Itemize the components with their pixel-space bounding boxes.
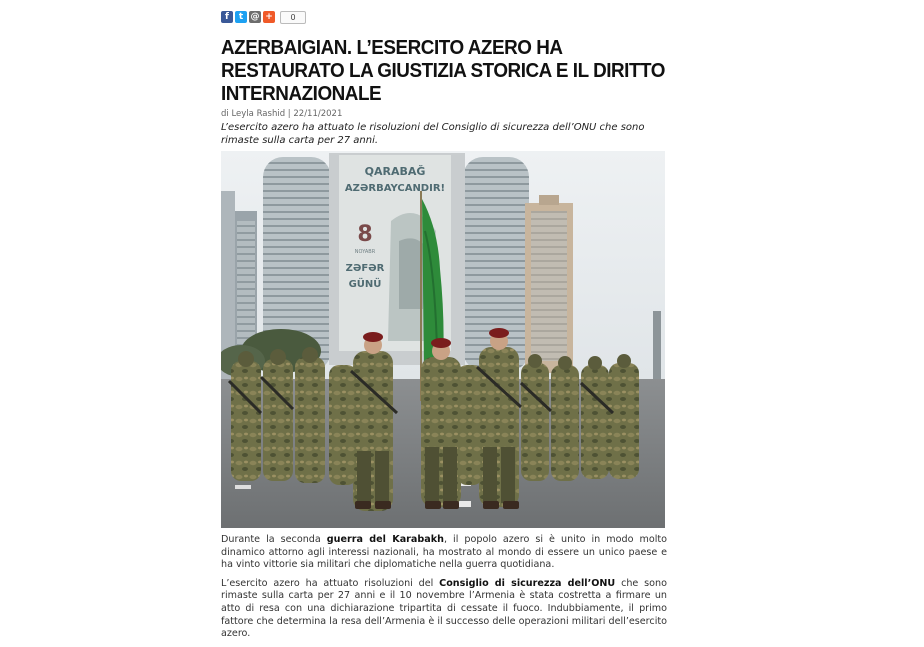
banner-line2: AZƏRBAYCANDIR! — [344, 183, 446, 194]
share-count: 0 — [280, 11, 306, 24]
plus-icon[interactable]: + — [263, 11, 275, 23]
p2-text-c: che sono rimaste sulla carta per 27 anni e il 10 novembre l’Armenia è stata costretta a firmare un atto di resa con una dichiarazione tripartita di cessate il fuoco. Indubbiamente, il primo fattore che determina la resa dell’Armenia è il successo delle operazioni militari dell’esercito azero. — [221, 577, 667, 640]
facebook-icon[interactable]: f — [221, 11, 233, 23]
publish-date: 22/11/2021 — [293, 109, 343, 119]
banner-word2: GÜNÜ — [348, 279, 382, 290]
author-link[interactable]: Leyla Rashid — [231, 109, 286, 119]
banner-month: NOYABR — [354, 249, 376, 255]
article-lede: L’esercito azero ha attuato le risoluzioni del Consiglio di sicurezza dell’ONU che sono rimaste sulla carta per 27 anni. — [221, 122, 645, 146]
military-parade-photo — [221, 151, 665, 528]
byline-separator: | — [287, 109, 291, 119]
banner-line1: QARABAĞ — [364, 165, 426, 178]
article — [221, 10, 667, 647]
share-bar — [221, 10, 667, 24]
article-body — [221, 534, 667, 641]
p2-bold-onu: Consiglio di sicurezza dell’ONU — [439, 577, 616, 589]
twitter-icon[interactable]: t — [235, 11, 247, 23]
banner-word1: ZƏFƏR — [345, 263, 385, 274]
p1-text-a: Durante la seconda — [221, 534, 327, 545]
byline-prefix: di — [221, 109, 229, 119]
paragraph-1 — [221, 534, 667, 572]
paragraph-2 — [221, 578, 667, 641]
byline — [221, 109, 667, 119]
p2-text-a: L’esercito azero ha attuato risoluzioni del — [221, 577, 440, 589]
p1-text-c: , il popolo azero si è unito in modo molto dinamico attorno agli interessi nazionali, ha mostrato al mondo di essere un unico paese e ha vinto vittorie sia militari che diplomatiche nella guerra quotidiana. — [221, 534, 667, 571]
mail-icon[interactable]: @ — [250, 11, 260, 22]
p1-bold-karabakh: guerra del Karabakh — [326, 534, 444, 545]
banner-day: 8 — [357, 222, 373, 247]
article-title: AZERBAIGIAN. L’ESERCITO AZERO HA RESTAURATO LA GIUSTIZIA STORICA E IL DIRITTO INTERNAZIONALE — [221, 36, 665, 105]
